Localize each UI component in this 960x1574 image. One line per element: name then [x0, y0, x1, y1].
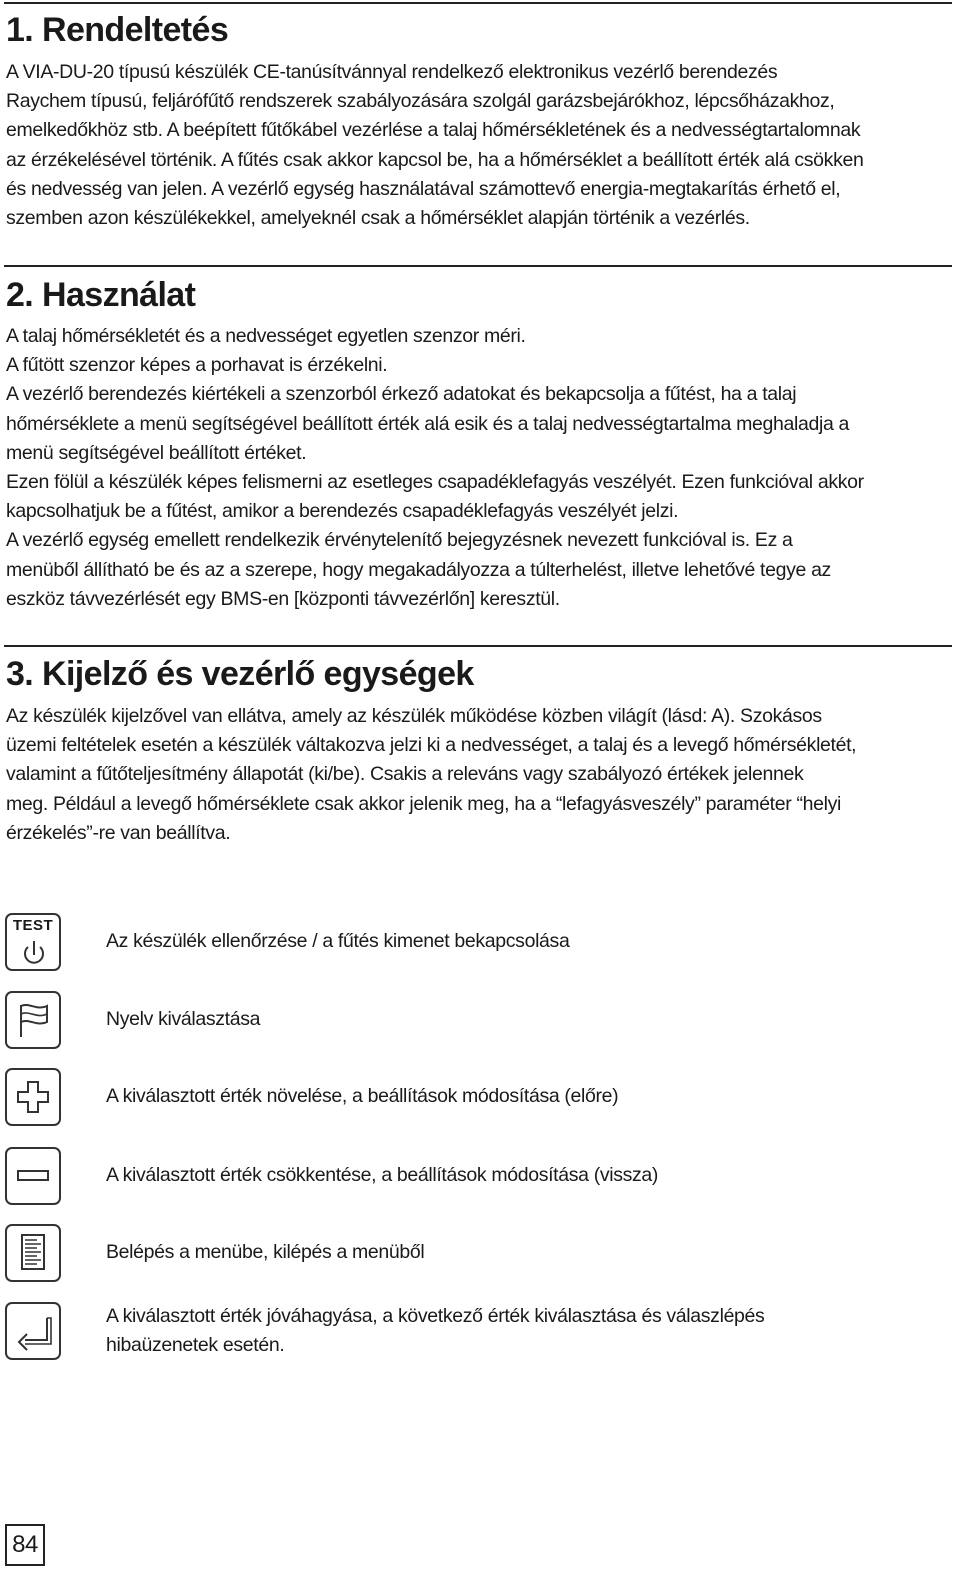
text-line: az érzékelésével történik. A fűtés csak akkor kapcsol be, ha a hőmérséklet a beállított érték alá csökken [6, 148, 864, 171]
flag-icon [5, 991, 61, 1049]
text-line: A vezérlő berendezés kiértékeli a szenzorból érkező adatokat és bekapcsolja a fűtést, ha a talaj [6, 383, 797, 406]
key-row-menu [5, 1224, 945, 1284]
enter-icon [5, 1302, 61, 1360]
text-line: hőmérséklete a menü segítségével beállított érték alá esik és a talaj nedvességtartalma meghaladja a [6, 412, 850, 435]
key-row-test [5, 913, 945, 973]
text-line: üzemi feltételek esetén a készülék váltakozva jelzi ki a nedvességet, a talaj és a levegő hőmérsékletét, [6, 734, 857, 757]
text-line: A vezérlő egység emellett rendelkezik érvénytelenítő bejegyzésnek nevezett funkcióval is. Ez a [6, 529, 793, 552]
section-divider [4, 645, 952, 647]
text-line: szemben azon készülékekkel, amelyeknél csak a hőmérséklet alapján történik a vezérlés. [6, 207, 750, 230]
key-description [106, 1161, 866, 1190]
key-row-language [5, 991, 945, 1051]
text-line: A VIA-DU-20 típusú készülék CE-tanúsítvánnyal rendelkező elektronikus vezérlő berendezés [6, 61, 778, 83]
key-description [106, 927, 866, 956]
key-row-plus [5, 1068, 945, 1128]
text-line: A fűtött szenzor képes a porhavat is érzékelni. [6, 354, 388, 377]
text-line: menü segítségével beállított értéket. [6, 441, 307, 464]
key-description [106, 1005, 866, 1034]
test-power-icon [5, 913, 61, 971]
key-text-test: TEST [12, 917, 54, 934]
text-line: valamint a fűtőteljesítmény állapotát (ki/be). Csakis a releváns vagy szabályozó értékek jelennek [6, 763, 804, 786]
text-line: A talaj hőmérsékletét és a nedvességet egyetlen szenzor méri. [6, 325, 526, 347]
text-line: eszköz távvezérlését egy BMS-en [központi távvezérlőn] keresztül. [6, 587, 560, 610]
key-description [106, 1082, 866, 1111]
key-row-enter [5, 1302, 945, 1362]
section-body-purpose [6, 58, 956, 233]
text-line: és nedvesség van jelen. A vezérlő egység használatával számottevő energia-megtakarítás érhető el, [6, 177, 841, 200]
text-line: Belépés a menübe, kilépés a menüből [106, 1241, 425, 1263]
section-divider [4, 2, 952, 4]
text-line: Az készülék ellenőrzése / a fűtés kimenet bekapcsolása [106, 930, 570, 952]
text-line: emelkedőkhöz stb. A beépített fűtőkábel vezérlése a talaj hőmérsékletének és a nedvességtartalomnak [6, 119, 861, 142]
text-line: Nyelv kiválasztása [106, 1008, 261, 1030]
section-heading-purpose: 1. Rendeltetés [6, 11, 229, 49]
section-heading-display-controls: 3. Kijelző és vezérlő egységek [6, 655, 474, 693]
text-line: A kiválasztott érték jóváhagyása, a következő érték kiválasztása és válaszlépés [106, 1305, 765, 1327]
minus-icon [5, 1147, 61, 1205]
text-line: meg. Például a levegő hőmérséklete csak akkor jelenik meg, ha a “lefagyásveszély” paraméter “helyi [6, 792, 841, 815]
text-line: menüből állítható be és az a szerepe, hogy megakadályozza a túlterhelést, illetve lehetővé tegye az [6, 558, 831, 581]
key-row-minus [5, 1147, 945, 1207]
text-line: Ezen fölül a készülék képes felismerni az esetleges csapadéklefagyás veszélyét. Ezen funkcióval akkor [6, 471, 864, 494]
key-description [106, 1302, 866, 1360]
page-number: 84 [5, 1524, 45, 1566]
section-body-display-controls [6, 702, 956, 848]
text-line: kapcsolhatjuk be a fűtést, amikor a berendezés csapadéklefagyás veszélyét jelzi. [6, 500, 679, 523]
section-divider [4, 265, 952, 267]
text-line: érzékelés”-re van beállítva. [6, 821, 231, 844]
menu-icon [5, 1224, 61, 1282]
key-description [106, 1238, 866, 1267]
section-body-usage [6, 322, 956, 614]
text-line: hibaüzenetek esetén. [106, 1334, 285, 1357]
text-line: A kiválasztott érték csökkentése, a beállítások módosítása (vissza) [106, 1164, 659, 1186]
text-line: A kiválasztott érték növelése, a beállítások módosítása (előre) [106, 1085, 619, 1107]
plus-icon [5, 1068, 61, 1126]
text-line: Az készülék kijelzővel van ellátva, amely az készülék működése közben világít (lásd: A). Szokásos [6, 705, 822, 727]
section-heading-usage: 2. Használat [6, 276, 196, 314]
text-line: Raychem típusú, feljárófűtő rendszerek szabályozására szolgál garázsbejárókhoz, lépcsőházakhoz, [6, 90, 835, 113]
